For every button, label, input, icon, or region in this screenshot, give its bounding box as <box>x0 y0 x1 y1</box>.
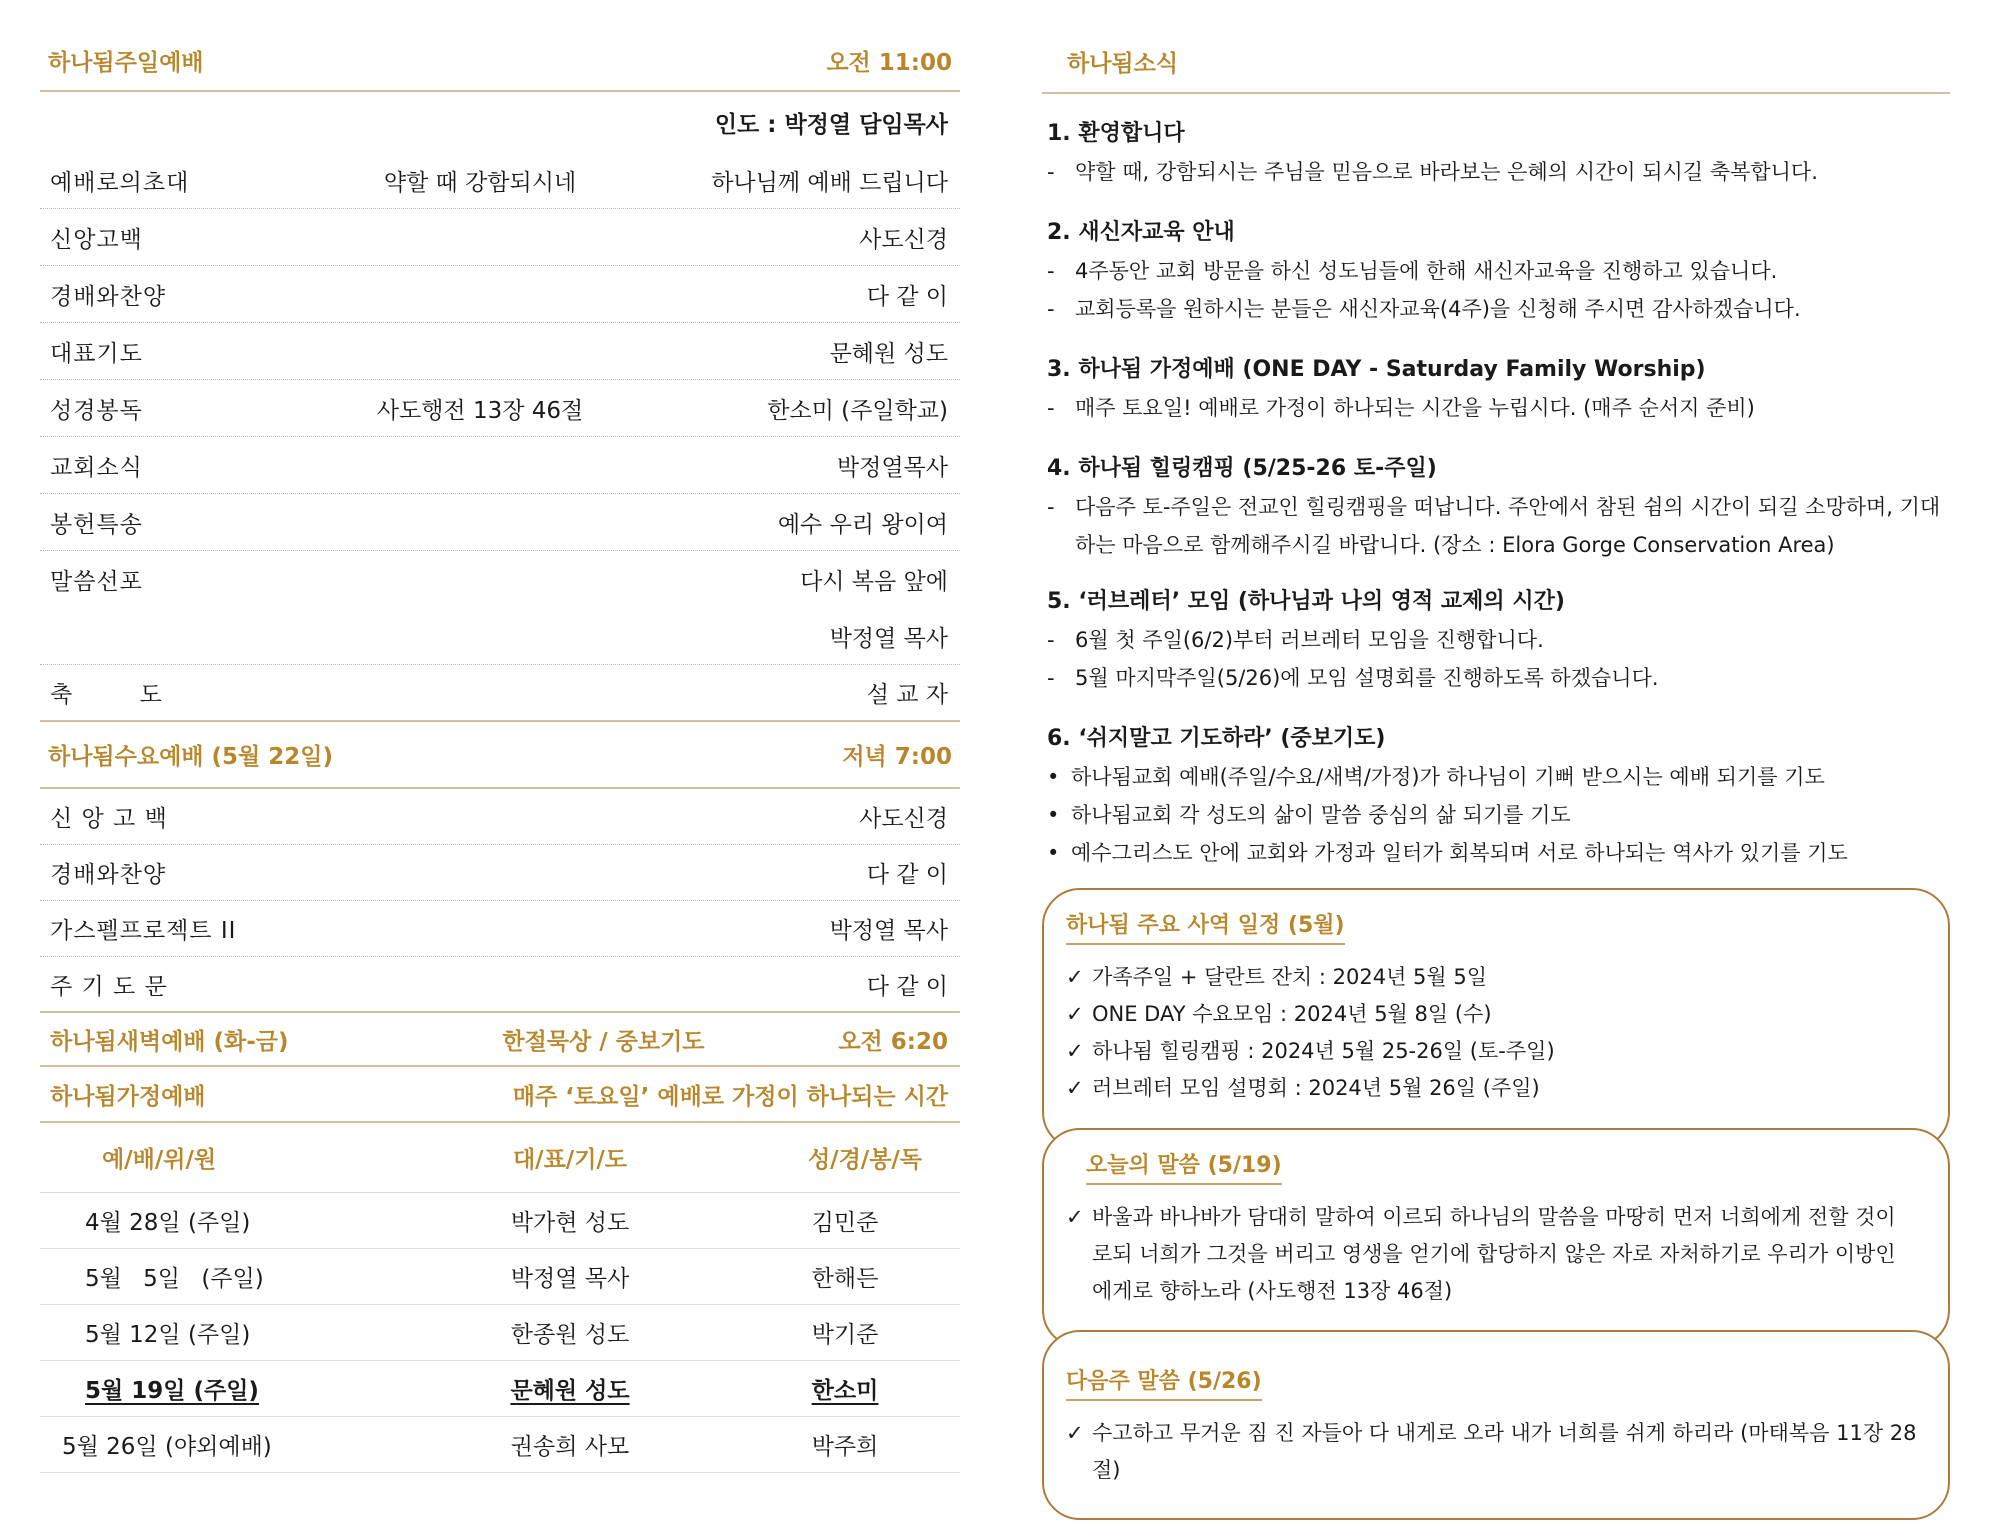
schedule-item-text: 가족주일 + 달란트 잔치 : 2024년 5월 5일 <box>1092 965 1487 989</box>
duty-prayer: 문혜원 성도 <box>510 1378 630 1404</box>
order-row <box>40 551 960 608</box>
schedule-item <box>1066 959 1926 996</box>
family-worship-row <box>40 1067 960 1123</box>
order-row <box>40 266 960 323</box>
news-item <box>1047 451 1950 564</box>
order-item: 성경봉독 <box>50 397 143 424</box>
order-row <box>40 608 960 665</box>
order-item: 가스펠프로젝트 II <box>50 918 237 944</box>
order-item: 말씀선포 <box>50 569 143 595</box>
news-line-text: 매주 토요일! 예배로 가정이 하나되는 시간을 누립시다. (매주 순서지 준비) <box>1075 396 1755 420</box>
order-detail: 약할 때 강함되시네 <box>383 169 577 196</box>
news-line <box>1047 796 1950 834</box>
order-person: 다 같 이 <box>866 862 948 888</box>
news-line <box>1047 389 1950 427</box>
news-line <box>1047 153 1950 191</box>
news-item-title: 5. ‘러브레터’ 모임 (하나님과 나의 영적 교제의 시간) <box>1047 589 1565 614</box>
duty-prayer: 권송희 사모 <box>510 1434 630 1460</box>
order-person: 하나님께 예배 드립니다 <box>711 169 948 196</box>
duty-reading: 한소미 <box>811 1378 879 1404</box>
duty-reading: 박주희 <box>811 1434 879 1460</box>
order-row <box>40 789 960 845</box>
news-line <box>1047 621 1950 659</box>
order-item: 축 도 <box>50 682 192 708</box>
table-row <box>40 1305 960 1361</box>
news-line-text: 4주동안 교회 방문을 하신 성도님들에 한해 새신자교육을 진행하고 있습니다. <box>1075 259 1778 283</box>
dash-icon: - <box>1047 396 1055 420</box>
dawn-service-time: 오전 6:20 <box>838 1028 948 1055</box>
news-title: 하나됨소식 <box>1042 30 1950 94</box>
today-word-verse <box>1066 1199 1926 1310</box>
news-line <box>1047 488 1950 564</box>
family-worship-desc: 매주 ‘토요일’ 예배로 가정이 하나되는 시간 <box>512 1083 948 1110</box>
check-icon: ✓ <box>1066 965 1084 989</box>
news-line-text: 6월 첫 주일(6/2)부터 러브레터 모임을 진행합니다. <box>1075 628 1544 652</box>
next-word-title: 다음주 말씀 (5/26) <box>1066 1364 1262 1401</box>
order-row <box>40 494 960 551</box>
news-item <box>1047 721 1950 872</box>
news-item <box>1047 215 1950 328</box>
news-line <box>1047 758 1950 796</box>
check-icon: ✓ <box>1066 1039 1084 1063</box>
news-line <box>1047 659 1950 697</box>
news-item <box>1047 584 1950 697</box>
sunday-service-time: 오전 11:00 <box>826 49 952 76</box>
order-item: 경배와찬양 <box>50 862 167 888</box>
wednesday-order-list <box>40 789 960 1013</box>
dash-icon: - <box>1047 628 1055 652</box>
dash-icon: - <box>1047 297 1055 321</box>
wednesday-service-title: 하나됨수요예배 (5월 22일) <box>48 744 334 770</box>
schedule-item-text: 러브레터 모임 설명회 : 2024년 5월 26일 (주일) <box>1092 1076 1540 1100</box>
order-row <box>40 437 960 494</box>
news-item <box>1047 352 1950 427</box>
duty-col-header: 예/배/위/원 <box>102 1147 217 1173</box>
schedule-title: 하나됨 주요 사역 일정 (5월) <box>1066 908 1345 945</box>
duty-date: 4월 28일 (주일) <box>85 1210 251 1236</box>
news-line-text: 교회등록을 원하시는 분들은 새신자교육(4주)을 신청해 주시면 감사하겠습니다. <box>1075 297 1801 321</box>
duty-date: 5월 26일 (야외예배) <box>62 1434 272 1460</box>
order-person: 박정열 목사 <box>829 625 948 652</box>
duty-col-header: 대/표/기/도 <box>512 1147 628 1173</box>
order-person: 사도신경 <box>859 806 948 832</box>
news-item <box>1047 116 1950 191</box>
order-item: 경배와찬양 <box>50 283 167 310</box>
dash-icon: - <box>1047 495 1055 519</box>
order-row <box>40 209 960 266</box>
dawn-service-title: 하나됨새벽예배 (화-금) <box>50 1028 289 1055</box>
duty-date: 5월 19일 (주일) <box>85 1378 259 1404</box>
order-person: 다 같 이 <box>866 973 948 1000</box>
schedule-item <box>1066 996 1926 1033</box>
table-row <box>40 1249 960 1305</box>
order-row <box>40 901 960 957</box>
order-person: 박정열목사 <box>836 454 948 481</box>
order-person: 다 같 이 <box>866 283 948 310</box>
duty-reading: 박기준 <box>811 1322 879 1348</box>
schedule-box <box>1042 888 1950 1150</box>
schedule-item <box>1066 1070 1926 1107</box>
order-person: 다시 복음 앞에 <box>800 569 948 595</box>
sunday-leader: 인도 : 박정열 담임목사 <box>714 111 948 138</box>
dash-icon: - <box>1047 160 1055 184</box>
order-row <box>40 845 960 901</box>
news-list <box>1042 116 1950 872</box>
news-line-text: 예수그리스도 안에 교회와 가정과 일터가 회복되며 서로 하나되는 역사가 있기를 기도 <box>1071 841 1848 865</box>
news-line-text: 약할 때, 강함되시는 주님을 믿음으로 바라보는 은혜의 시간이 되시길 축복합니다. <box>1075 160 1818 184</box>
news-line-text: 5월 마지막주일(5/26)에 모임 설명회를 진행하도록 하겠습니다. <box>1075 666 1659 690</box>
news-line-text: 하나됨교회 각 성도의 삶이 말씀 중심의 삶 되기를 기도 <box>1071 803 1571 827</box>
order-row <box>40 380 960 437</box>
sunday-service-title: 하나됨주일예배 <box>48 49 204 76</box>
today-word-text: 바울과 바나바가 담대히 말하여 이르되 하나님의 말씀을 마땅히 먼저 너희에게 전할 것이로되 너희가 그것을 버리고 영생을 얻기에 합당하지 않은 자로 자처하기로 우리가 이방인에게로 향하노라 (사도행전 13장 46절) <box>1092 1205 1896 1303</box>
next-word-box <box>1042 1330 1950 1520</box>
order-item: 대표기도 <box>50 340 143 367</box>
order-person: 한소미 (주일학교) <box>767 397 948 424</box>
bullet-icon: • <box>1047 765 1060 789</box>
order-person: 박정열 목사 <box>829 918 948 944</box>
family-worship-title: 하나됨가정예배 <box>50 1083 206 1110</box>
order-row <box>40 957 960 1013</box>
dawn-service-content: 한절묵상 / 중보기도 <box>502 1028 705 1055</box>
news-item-title: 2. 새신자교육 안내 <box>1047 220 1235 245</box>
order-item: 봉헌특송 <box>50 511 143 538</box>
duty-reading: 김민준 <box>811 1210 879 1236</box>
news-item-title: 6. ‘쉬지말고 기도하라’ (중보기도) <box>1047 726 1386 751</box>
order-item: 신 앙 고 백 <box>50 806 168 832</box>
check-icon: ✓ <box>1066 1205 1084 1229</box>
order-row <box>40 665 960 722</box>
check-icon: ✓ <box>1066 1421 1084 1445</box>
news-line-text: 다음주 토-주일은 전교인 힐링캠핑을 떠납니다. 주안에서 참된 쉼의 시간이 되길 소망하며, 기대하는 마음으로 함께해주시길 바랍니다. (장소 : Elora Gorge Conservation Area) <box>1075 495 1941 557</box>
schedule-item-text: 하나됨 힐링캠핑 : 2024년 5월 25-26일 (토-주일) <box>1092 1039 1555 1063</box>
news-line <box>1047 290 1950 328</box>
order-item: 예배로의초대 <box>50 169 190 196</box>
news-column <box>1042 30 1950 1482</box>
duty-table <box>40 1123 960 1473</box>
worship-order-column <box>40 30 960 1473</box>
order-person: 예수 우리 왕이여 <box>777 511 948 538</box>
duty-prayer: 박정열 목사 <box>510 1266 630 1292</box>
today-word-title: 오늘의 말씀 (5/19) <box>1086 1148 1282 1185</box>
dash-icon: - <box>1047 666 1055 690</box>
duty-col-header: 성/경/봉/독 <box>807 1147 923 1173</box>
table-row <box>40 1193 960 1249</box>
table-row <box>40 1417 960 1473</box>
news-line <box>1047 834 1950 872</box>
order-row <box>40 323 960 380</box>
sunday-leader-row <box>40 92 960 152</box>
order-person: 설 교 자 <box>866 682 948 708</box>
wednesday-service-time: 저녁 7:00 <box>842 744 952 770</box>
order-row <box>40 152 960 209</box>
dash-icon: - <box>1047 259 1055 283</box>
dawn-service-row <box>40 1013 960 1067</box>
order-item: 교회소식 <box>50 454 143 481</box>
bullet-icon: • <box>1047 803 1060 827</box>
sunday-service-header <box>40 30 960 92</box>
duty-prayer: 한종원 성도 <box>510 1322 630 1348</box>
news-item-title: 3. 하나됨 가정예배 (ONE DAY - Saturday Family Worship) <box>1047 357 1706 382</box>
next-word-text: 수고하고 무거운 짐 진 자들아 다 내게로 오라 내가 너희를 쉬게 하리라 (마태복음 11장 28절) <box>1092 1421 1917 1482</box>
duty-date: 5월 5일 (주일) <box>85 1266 264 1292</box>
schedule-item-text: ONE DAY 수요모임 : 2024년 5월 8일 (수) <box>1092 1002 1492 1026</box>
today-word-box <box>1042 1128 1950 1348</box>
order-item: 주 기 도 문 <box>50 973 168 1000</box>
check-icon: ✓ <box>1066 1076 1084 1100</box>
order-person: 사도신경 <box>859 226 948 253</box>
duty-table-header <box>40 1123 960 1193</box>
duty-date: 5월 12일 (주일) <box>85 1322 251 1348</box>
order-detail: 사도행전 13장 46절 <box>376 397 584 424</box>
sunday-order-list <box>40 152 960 722</box>
duty-prayer: 박가현 성도 <box>510 1210 630 1236</box>
check-icon: ✓ <box>1066 1002 1084 1026</box>
news-line-text: 하나됨교회 예배(주일/수요/새벽/가정)가 하나님이 기뻐 받으시는 예배 되기를 기도 <box>1071 765 1825 789</box>
next-word-verse <box>1066 1415 1926 1489</box>
news-item-title: 1. 환영합니다 <box>1047 121 1185 146</box>
duty-reading: 한해든 <box>811 1266 879 1292</box>
schedule-item <box>1066 1033 1926 1070</box>
wednesday-service-header <box>40 722 960 789</box>
order-person: 문혜원 성도 <box>829 340 948 367</box>
bullet-icon: • <box>1047 841 1060 865</box>
news-item-title: 4. 하나됨 힐링캠핑 (5/25-26 토-주일) <box>1047 456 1437 481</box>
order-item: 신앙고백 <box>50 226 143 253</box>
table-row-current <box>40 1361 960 1417</box>
news-line <box>1047 252 1950 290</box>
